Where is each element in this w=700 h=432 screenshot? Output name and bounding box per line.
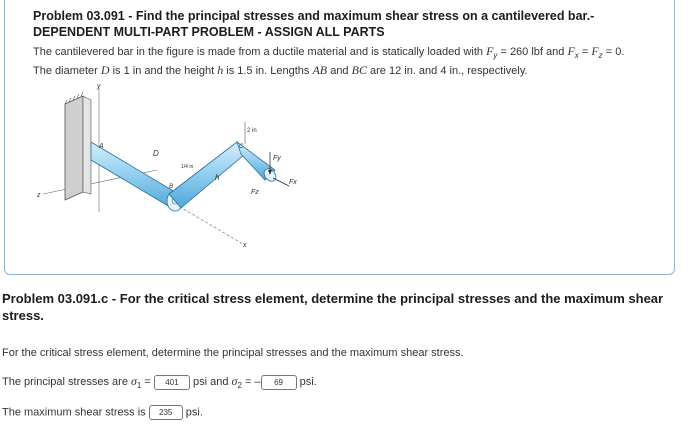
point-a-label: A bbox=[99, 143, 104, 150]
height-h-label: h bbox=[215, 173, 220, 182]
y-axis-label: y bbox=[97, 83, 101, 90]
principal-stresses-row: The principal stresses are $\sigma_1 = 401$ psi and $\sigma_2$ = – 69 psi. bbox=[2, 374, 317, 391]
z-axis-label: z bbox=[37, 192, 41, 199]
x-axis-label: x bbox=[243, 242, 247, 249]
cantilever-bar-figure bbox=[37, 82, 307, 252]
description-line2: The diameter D is 1 in and the height h is 1.5 in. Lengths AB and BC are 12 in. and 4 in., respectively. bbox=[33, 63, 528, 78]
arm-bc bbox=[169, 142, 245, 208]
force-fy-label: Fy bbox=[273, 155, 281, 162]
point-c-label: C bbox=[239, 144, 244, 150]
part-c-title: Problem 03.091.c - For the critical stress element, determine the principal stresses and the maximum shear stress. bbox=[2, 291, 664, 323]
problem-description bbox=[33, 44, 673, 79]
wall-face bbox=[83, 96, 91, 194]
force-fz-label: Fz bbox=[251, 189, 259, 196]
problem-title-line1: Problem 03.091 - Find the principal stresses and maximum shear stress on a cantilevered bar.- bbox=[33, 9, 595, 23]
sigma1-answer-field[interactable]: 401 bbox=[154, 375, 190, 390]
problem-card bbox=[4, 0, 675, 275]
x-axis bbox=[175, 204, 243, 244]
problem-title bbox=[33, 8, 673, 40]
part-c-prompt: For the critical stress element, determine the principal stresses and the maximum shear stress. bbox=[2, 347, 464, 359]
force-fx-arrow bbox=[273, 178, 289, 186]
quarter-inch-label: 1/4 in bbox=[181, 164, 194, 170]
sigma2-answer-field[interactable]: 69 bbox=[261, 375, 297, 390]
dimension-2in-label: 2 in bbox=[247, 128, 257, 134]
max-shear-answer-field[interactable]: 235 bbox=[149, 405, 183, 420]
diameter-d-label: D bbox=[153, 149, 159, 158]
wall-support bbox=[65, 96, 83, 200]
force-fx-label: Fx bbox=[289, 179, 297, 186]
problem-title-line2: DEPENDENT MULTI-PART PROBLEM - ASSIGN ALL PARTS bbox=[33, 25, 385, 39]
description-line1: The cantilevered bar in the figure is made from a ductile material and is statically loaded with $F_y = 260$ lbf and $F_x = F_z = 0$. bbox=[33, 44, 625, 61]
point-b-label: B bbox=[169, 184, 174, 190]
bar-ab bbox=[91, 142, 175, 210]
max-shear-row: The maximum shear stress is 235 psi. bbox=[2, 406, 203, 419]
